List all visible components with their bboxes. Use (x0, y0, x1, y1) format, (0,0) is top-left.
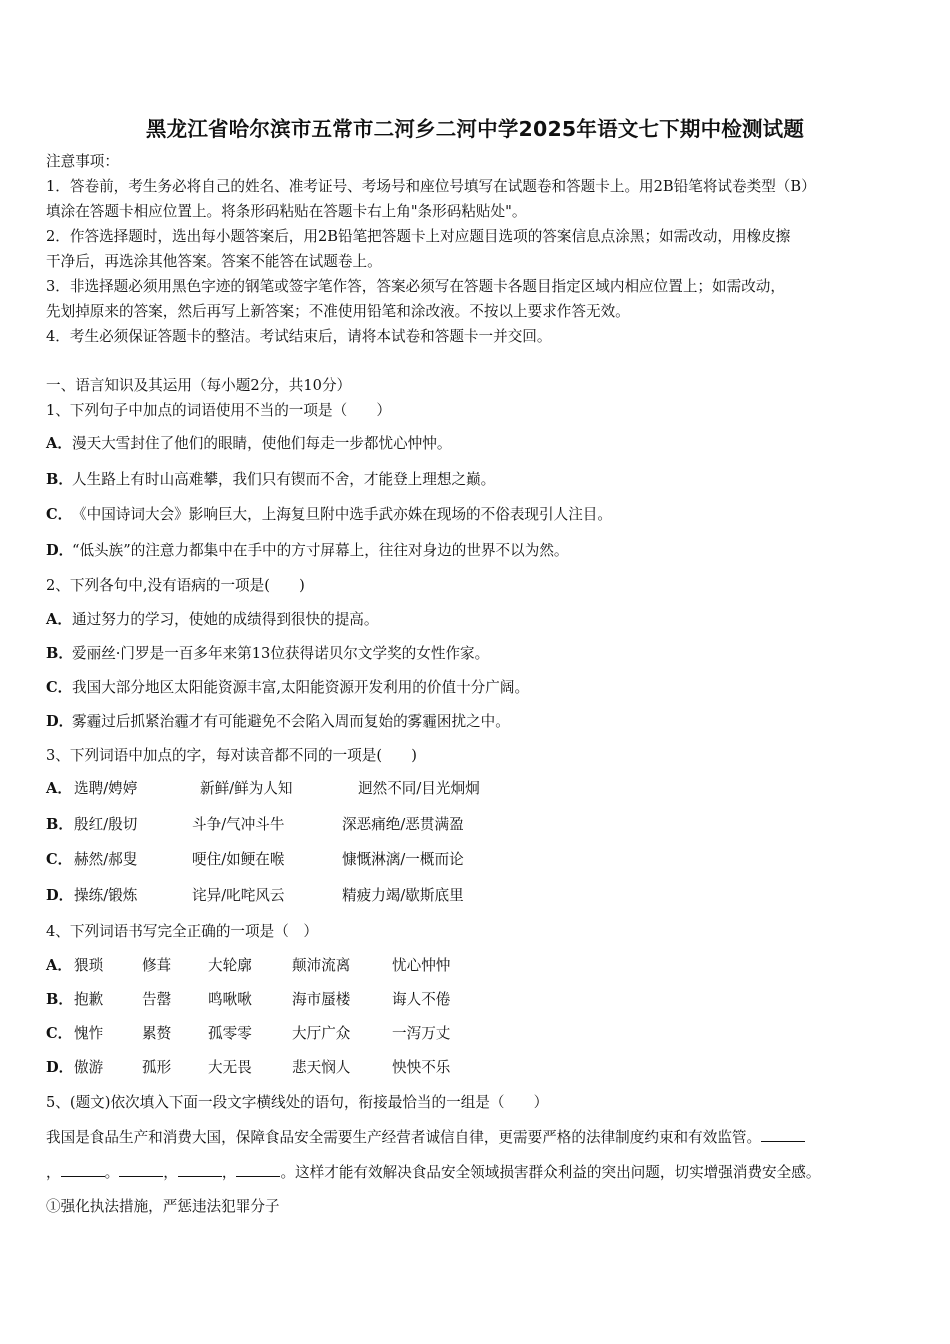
notice-line: 干净后，再选涂其他答案。答案不能答在试题卷上。 (46, 253, 382, 270)
question-2-option-b (46, 644, 489, 664)
q3-word-pair: 赫然/郝叟 (74, 851, 138, 868)
q3-word-pair: 慷慨淋漓/一概而论 (342, 851, 464, 868)
question-5-paragraph-cont (46, 1162, 820, 1183)
q4-word: 大厅广众 (292, 1025, 351, 1042)
q4-word: 大轮廓 (208, 957, 252, 974)
q4-word: 悲天悯人 (292, 1059, 351, 1076)
fill-blank (178, 1162, 222, 1177)
question-2-option-c (46, 678, 529, 698)
page-title: 黑龙江省哈尔滨市五常市二河乡二河中学2025年语文七下期中检测试题 (145, 117, 805, 141)
option-label: D． (46, 1059, 74, 1076)
q3-word-pair: 哽住/如鲠在喉 (192, 851, 285, 868)
q4-word: 抱歉 (74, 991, 104, 1008)
q4-word: 傲游 (74, 1059, 104, 1076)
question-2-option-a (46, 610, 378, 630)
paragraph-sep: ， (163, 1164, 178, 1181)
option-label: C． (46, 1025, 73, 1042)
question-1-option-b (46, 470, 495, 490)
option-label: A． (46, 957, 72, 974)
notice-line: 填涂在答题卡相应位置上。将条形码粘贴在答题卡右上角"条形码粘贴处"。 (46, 203, 527, 220)
option-label: D． (46, 887, 74, 904)
question-2-stem: 2、下列各句中,没有语病的一项是( ) (46, 577, 305, 594)
paragraph-sep: ， (46, 1164, 61, 1181)
option-label: A． (46, 780, 72, 797)
question-1-option-c (46, 505, 612, 525)
option-label: B． (46, 991, 73, 1008)
question-5-item-1: ①强化执法措施，严惩违法犯罪分子 (46, 1198, 280, 1215)
option-text: “低头族”的注意力都集中在手中的方寸屏幕上，往往对身边的世界不以为然。 (72, 542, 569, 559)
q3-word-pair: 斗争/气冲斗牛 (192, 816, 285, 833)
option-label: C． (46, 506, 73, 523)
fill-blank (119, 1162, 163, 1177)
question-5-stem: 5、(题文)依次填入下面一段文字横线处的语句，衔接最恰当的一组是（ ） (46, 1094, 549, 1111)
q3-word-pair: 迥然不同/目光炯炯 (358, 780, 480, 797)
q4-word: 愧怍 (74, 1025, 104, 1042)
q4-word: 忧心忡忡 (392, 957, 451, 974)
q4-word: 海市蜃楼 (292, 991, 351, 1008)
q3-word-pair: 新鲜/鲜为人知 (200, 780, 293, 797)
q4-word: 怏怏不乐 (392, 1059, 451, 1076)
q4-word: 孤零零 (208, 1025, 252, 1042)
option-text: 爱丽丝·门罗是一百多年来第13位获得诺贝尔文学奖的女性作家。 (72, 645, 490, 662)
q4-word: 告罄 (142, 991, 172, 1008)
q3-word-pair: 选聘/娉婷 (74, 780, 138, 797)
q4-word: 累赘 (142, 1025, 172, 1042)
question-5-paragraph (46, 1127, 805, 1148)
option-label: B． (46, 645, 73, 662)
notice-heading: 注意事项： (46, 153, 119, 170)
notice-line: 3．非选择题必须用黑色字迹的钢笔或签字笔作答，答案必须写在答题卡各题目指定区域内相应位置上；如需改动， (46, 278, 785, 295)
option-label: D． (46, 542, 74, 559)
question-3-stem: 3、下列词语中加点的字，每对读音都不同的一项是( ) (46, 747, 417, 764)
q4-word: 鸣啾啾 (208, 991, 252, 1008)
q4-word: 猥琐 (74, 957, 104, 974)
fill-blank (61, 1162, 105, 1177)
option-label: A． (46, 435, 72, 452)
q4-word: 诲人不倦 (392, 991, 451, 1008)
q4-word: 孤形 (142, 1059, 172, 1076)
q3-word-pair: 操练/锻炼 (74, 887, 138, 904)
question-1-option-d (46, 541, 569, 561)
paragraph-sep: ， (221, 1164, 237, 1181)
paragraph-text: 我国是食品生产和消费大国，保障食品安全需要生产经营者诚信自律，更需要严格的法律制度约束和有效监管。 (46, 1129, 762, 1146)
q3-word-pair: 精疲力竭/歇斯底里 (342, 887, 464, 904)
notice-line: 1．答卷前，考生务必将自己的姓名、准考证号、考场号和座位号填写在试题卷和答题卡上。用2B铅笔将试卷类型（B） (46, 178, 816, 195)
option-text: 《中国诗词大会》影响巨大，上海复旦附中选手武亦姝在现场的不俗表现引人注目。 (72, 506, 612, 523)
section-heading: 一、语言知识及其运用（每小题2分，共10分） (46, 377, 352, 394)
q4-word: 修葺 (142, 957, 172, 974)
q4-word: 大无畏 (208, 1059, 252, 1076)
option-label: D． (46, 713, 74, 730)
option-label: B． (46, 816, 73, 833)
q3-word-pair: 诧异/叱咤风云 (192, 887, 285, 904)
q3-word-pair: 殷红/殷切 (74, 816, 138, 833)
notice-line: 2．作答选择题时，选出每小题答案后，用2B铅笔把答题卡上对应题目选项的答案信息点涂黑；如需改动，用橡皮擦 (46, 228, 791, 245)
option-text: 我国大部分地区太阳能资源丰富,太阳能资源开发利用的价值十分广阔。 (72, 679, 530, 696)
option-label: C． (46, 851, 73, 868)
option-label: A． (46, 611, 72, 628)
fill-blank (761, 1127, 805, 1142)
paragraph-text: 。这样才能有效解决食品安全领域损害群众利益的突出问题，切实增强消费安全感。 (280, 1164, 821, 1181)
question-1-option-a (46, 434, 451, 454)
notice-line: 4．考生必须保证答题卡的整洁。考试结束后，请将本试卷和答题卡一并交回。 (46, 328, 552, 345)
question-2-option-d (46, 712, 510, 732)
q4-word: 一泻万丈 (392, 1025, 451, 1042)
notice-line: 先划掉原来的答案，然后再写上新答案；不准使用铅笔和涂改液。不按以上要求作答无效。 (46, 303, 630, 320)
question-1-stem: 1、下列句子中加点的词语使用不当的一项是（ ） (46, 402, 391, 419)
option-text: 通过努力的学习，使她的成绩得到很快的提高。 (72, 611, 379, 628)
q4-word: 颠沛流离 (292, 957, 351, 974)
option-text: 人生路上有时山高难攀，我们只有锲而不舍，才能登上理想之巅。 (72, 471, 496, 488)
fill-blank (236, 1162, 280, 1177)
q3-word-pair: 深恶痛绝/恶贯满盈 (342, 816, 464, 833)
question-4-stem: 4、下列词语书写完全正确的一项是（ ） (46, 923, 318, 940)
option-text: 漫天大雪封住了他们的眼睛，使他们每走一步都忧心忡忡。 (72, 435, 452, 452)
option-text: 雾霾过后抓紧治霾才有可能避免不会陷入周而复始的雾霾困扰之中。 (72, 713, 510, 730)
option-label: C． (46, 679, 73, 696)
paragraph-sep: 。 (104, 1164, 120, 1181)
option-label: B． (46, 471, 73, 488)
